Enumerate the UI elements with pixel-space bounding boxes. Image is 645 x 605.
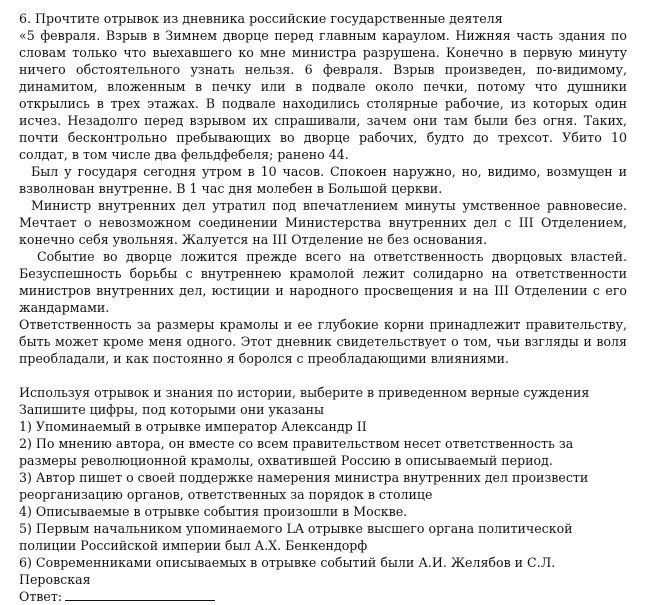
- option-6: 6) Современниками описываемых в отрывке событий были А.И. Желябов и С.Л. Перовская: [19, 555, 556, 587]
- option-4: 4) Описываемые в отрывке события произошли в Москве.: [19, 504, 408, 519]
- excerpt-paragraph-5: Ответственность за размеры крамолы и ее глубокие корни принадлежит правительству, быть может кроме меня одного. Этот дневник свидетельствует о том, чьи взгляды и воля преобладали, и как постоянно я боролся с преобладающими влияниями.: [19, 317, 627, 366]
- answer-row: [19, 588, 627, 605]
- excerpt-paragraph-1: «5 февраля. Взрыв в Зимнем дворце перед главным караулом. Нижняя часть здания по словам только что выехавшего ко мне министра разрушена. Конечно в первую минуту ничего обстоятельного узнать нельзя. 6 февраля. Взрыв произведен, по-видимому, динамитом, вложенным в печку или в подвале около печки, потому что душники открылись в трех этажах. В подвале находились столярные рабочие, из которых один исчез. Незадолго перед взрывом их спрашивали, зачем они там были без огня. Таких, почти бесконтрольно пребывающих во дворце рабочих, будто до трехсот. Убито 10 солдат, в том числе два фельдфебеля; ранено 44.: [19, 28, 627, 162]
- instruction-line-2: Запишите цифры, под которыми они указаны: [19, 402, 325, 417]
- task-title: 6. Прочтите отрывок из дневника российские государственные деятеля: [19, 11, 503, 26]
- excerpt-paragraph-3: Министр внутренних дел утратил под впечатлением минуты умственное равновесие. Мечтает о невозможном соединении Министерства внутренних дел с III Отделением, конечно себя увольняя. Жалуется на III Отделение не без основания.: [19, 198, 627, 247]
- excerpt-paragraph-2: Был у государя сегодня утром в 10 часов. Спокоен наружно, но, видимо, возмущен и взволнован внутренне. В 1 час дня молебен в Большой церкви.: [19, 164, 627, 196]
- option-2: 2) По мнению автора, он вместе со всем правительством несет ответственность за размеры революционной крамолы, охватившей Россию в описываемый период.: [19, 436, 574, 468]
- option-3: 3) Автор пишет о своей поддержке намерения министра внутренних дел произвести реорганизацию органов, ответственных за порядок в столице: [19, 470, 589, 502]
- option-5: 5) Первым начальником упоминаемого LA отрывке высшего органа политической полиции Российской империи был А.Х. Бенкендорф: [19, 521, 573, 553]
- instruction-line-1: Используя отрывок и знания по истории, выберите в приведенном верные суждения: [19, 385, 590, 400]
- answer-label: Ответ:: [19, 589, 63, 604]
- excerpt-paragraph-4: Событие во дворце ложится прежде всего на ответственность дворцовых властей. Безуспешность борьбы с внутреннею крамолой лежит солидарно на ответственности министров внутренних дел, юстиции и народного просвещения и на III Отделении с его жандармами.: [19, 249, 627, 315]
- answer-blank-line[interactable]: [65, 599, 215, 601]
- option-1: 1) Упоминаемый в отрывке император Александр II: [19, 419, 367, 434]
- spacer: [19, 367, 627, 384]
